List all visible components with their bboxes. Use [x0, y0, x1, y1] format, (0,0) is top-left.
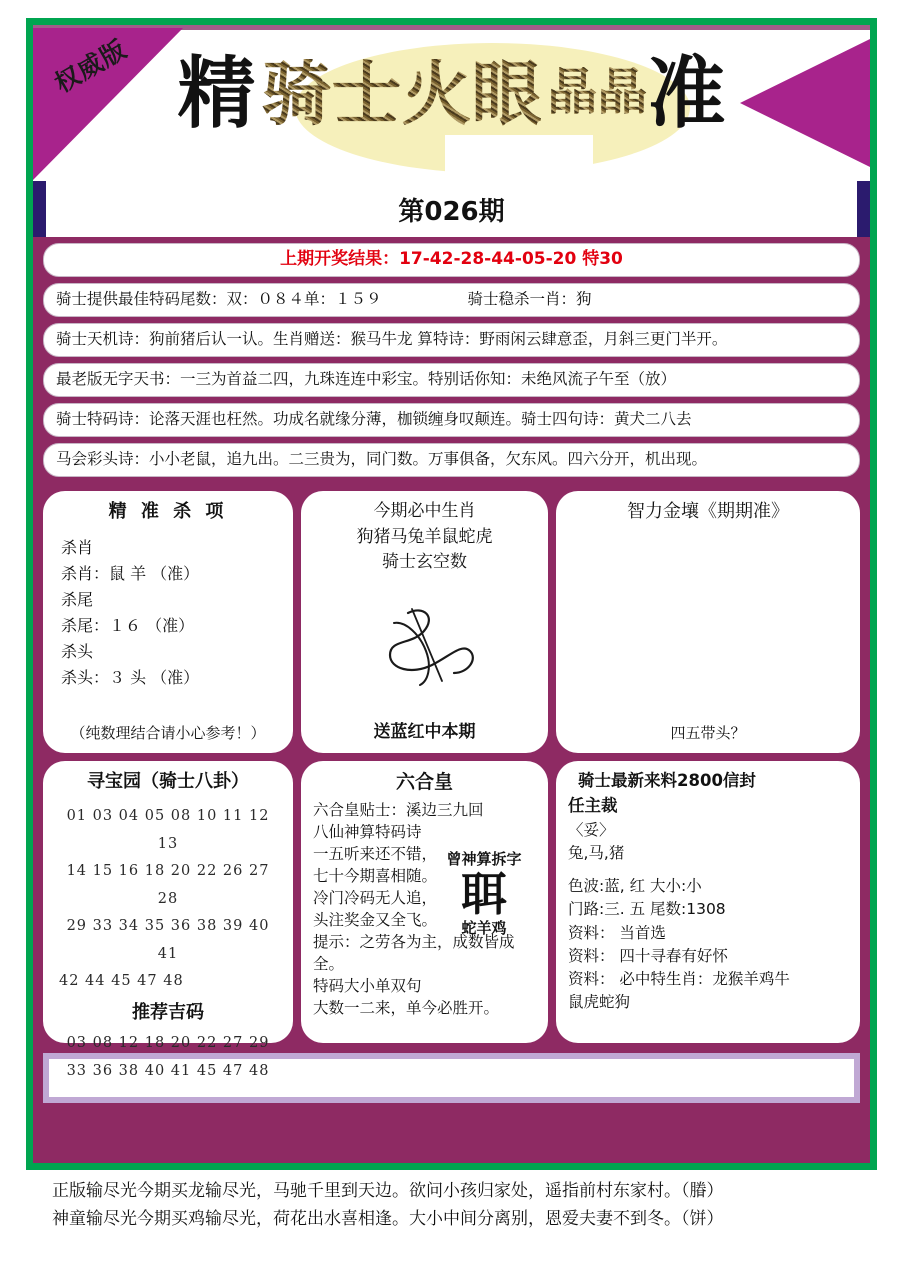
- card-wisdom-title: 智力金壤《期期准》: [627, 501, 789, 522]
- horse-poem-text: 马会彩头诗：小小老鼠，追九出。二三贵为，同门数。万事俱备，欠东风。四六分开，机出现。: [56, 450, 708, 469]
- banner-title: [33, 49, 870, 139]
- liuhehuang-tip: 六合皇贴士：溪边三九回: [313, 800, 484, 819]
- liuhehuang-poem-title: 八仙神算特码诗: [313, 822, 422, 841]
- card-row-1: [43, 491, 860, 753]
- card-liuhehuang: [301, 761, 548, 1043]
- liuhehuang-hint: 提示：之劳各为主，成数皆成全。: [313, 932, 515, 973]
- kill-line: 杀头：３ 头 （准）: [61, 667, 200, 687]
- banner-title-first: 精: [177, 49, 256, 139]
- kill-line: 杀头: [61, 641, 94, 661]
- card-wisdom-footer: 四五带头？: [670, 724, 746, 743]
- chaizi-zodiac: 蛇羊鸡: [461, 919, 507, 938]
- treasure-number-row: 01 03 04 05 08 10 11 12 13: [66, 808, 270, 852]
- signature-area: [313, 576, 536, 715]
- pill-tail-numbers: [43, 283, 860, 317]
- card-zodiac-footer: 送蓝红中本期: [373, 722, 476, 743]
- news-host: 任主裁: [568, 795, 618, 815]
- recommend-number-row: 33 36 38 40 41 45 47 48: [66, 1062, 270, 1079]
- recommend-title: 推荐吉码: [132, 1001, 204, 1023]
- zodiac-line-3: 骑士玄空数: [382, 552, 467, 572]
- treasure-number-grid: [55, 803, 281, 996]
- card-liuhehuang-body: [313, 799, 536, 1019]
- zodiac-line-2: 狗猪马兔羊鼠蛇虎: [356, 526, 493, 547]
- card-row-2: [43, 761, 860, 1079]
- card-precise-kill-footer: （纯数理结合请小心参考！）: [70, 724, 266, 743]
- kill-line: 杀尾：１６ （准）: [61, 615, 195, 635]
- news-zodiac: 兔,马,猪: [568, 843, 625, 862]
- card-precise-kill: [43, 491, 293, 753]
- tail-numbers-text: 骑士提供最佳特码尾数：双：０８４单：１５９: [56, 290, 382, 309]
- info-pill-list: [33, 237, 870, 487]
- news-color: 色波:蓝, 红 大小:小: [568, 877, 702, 895]
- footer-line-1: 正版输尽光今期买龙输尽光，马驰千里到天边。欲问小孩归家处，遥指前村东家村。（膡）: [52, 1181, 724, 1201]
- treasure-number-row: 29 33 34 35 36 38 39 40 41: [66, 918, 270, 962]
- header-banner: [33, 25, 870, 181]
- outer-green-frame: [26, 18, 877, 1170]
- liuhehuang-size-line: 大数一二来，单今必胜开。: [313, 998, 500, 1017]
- handwritten-signature-icon: [350, 595, 500, 695]
- chaizi-block: [428, 849, 540, 940]
- news-gap: [568, 865, 848, 875]
- liuhehuang-size-title: 特码大小单双句: [313, 976, 422, 995]
- tianji-poem-text: 骑士天机诗：狗前猪后认一认。生肖赠送：猴马牛龙 算特诗：野雨闲云肆意歪，月斜三更门半开。: [56, 330, 728, 349]
- issue-label: 第026期: [398, 196, 505, 227]
- liuhehuang-poem-line: 冷门冷码无人追，: [313, 888, 438, 907]
- recommend-number-grid: [55, 1030, 281, 1085]
- liuhehuang-poem-line: 头注奖金又全飞。: [313, 910, 438, 929]
- card-precise-kill-title: 精 准 杀 项: [108, 501, 228, 522]
- news-data-line: 资料： 必中特生肖：龙猴羊鸡牛: [568, 970, 790, 988]
- card-news: [556, 761, 860, 1043]
- footer-text: [52, 1178, 852, 1233]
- card-precise-kill-lines: [55, 535, 281, 690]
- issue-bar: [33, 181, 870, 237]
- card-zodiac: [301, 491, 548, 753]
- frame-inner: [33, 25, 870, 1163]
- pill-tianji-poem: [43, 323, 860, 357]
- special-poem-text: 骑士特码诗：论落天涯也枉然。功成名就缘分薄，枷锁缠身叹颠连。骑士四句诗：黄犬二八去: [56, 410, 692, 429]
- news-body: [568, 794, 848, 1015]
- card-zodiac-lines: [313, 499, 536, 576]
- card-liuhehuang-title: 六合皇: [395, 771, 453, 793]
- news-data-line: 鼠虎蛇狗: [568, 993, 631, 1012]
- banner-title-mid: 骑士火眼: [261, 52, 542, 135]
- liuhehuang-poem-line: 一五听来还不错，: [313, 844, 438, 863]
- pill-special-poem: [43, 403, 860, 437]
- news-head: 骑士最新来料2800信封: [578, 771, 756, 790]
- last-draw-numbers: 17-42-28-44-05-20 特30: [399, 249, 623, 270]
- card-wisdom: [556, 491, 860, 753]
- card-treasure-title: 寻宝园（骑士八卦）: [87, 771, 249, 792]
- news-data-line: 资料： 当首选: [568, 923, 666, 942]
- treasure-number-row: 14 15 16 18 20 22 26 27 28: [66, 863, 270, 907]
- liuhehuang-poem-line: 七十今期喜相随。: [313, 866, 438, 885]
- news-data-line: 资料： 四十寻春有好怀: [568, 946, 728, 965]
- chaizi-character: 聑: [461, 866, 507, 921]
- recommend-number-row: 03 08 12 18 20 22 27 29: [66, 1035, 270, 1052]
- stable-kill-text: 骑士稳杀一肖：狗: [467, 290, 592, 309]
- pill-horse-poem: [43, 443, 860, 477]
- kill-line: 杀尾: [61, 589, 94, 609]
- treasure-number-row: 42 44 45 47 48: [59, 973, 184, 990]
- footer-line-2: 神童输尽光今期买鸡输尽光，荷花出水喜相逢。大小中间分离别，恩爱夫妻不到冬。（饼）: [52, 1208, 724, 1229]
- card-wisdom-blank: [568, 525, 848, 717]
- issue-box: [46, 181, 857, 237]
- zodiac-line-1: 今期必中生肖: [373, 501, 476, 521]
- kill-line: 杀肖：鼠 羊 （准）: [61, 564, 200, 583]
- chaizi-title: 曾神算拆字: [446, 849, 522, 868]
- pill-oldest-book: [43, 363, 860, 397]
- banner-title-small: 晶晶: [547, 62, 648, 121]
- banner-white-patch: [445, 135, 593, 175]
- card-treasure: [43, 761, 293, 1079]
- oldest-book-text: 最老版无字天书：一三为首益二四，九珠连连中彩宝。特别话你知：未绝风流子午至（放）: [56, 370, 677, 389]
- news-road: 门路:三. 五 尾数:1308: [568, 900, 726, 919]
- last-draw-label: 上期开奖结果：: [280, 249, 400, 270]
- pill-last-draw: [43, 243, 860, 277]
- banner-title-last: 准: [647, 49, 726, 139]
- kill-line: 杀肖: [61, 538, 94, 558]
- authority-stamp: 权威版: [49, 34, 132, 99]
- card-grid: [33, 487, 870, 1079]
- news-tag: 〈妥〉: [568, 820, 615, 839]
